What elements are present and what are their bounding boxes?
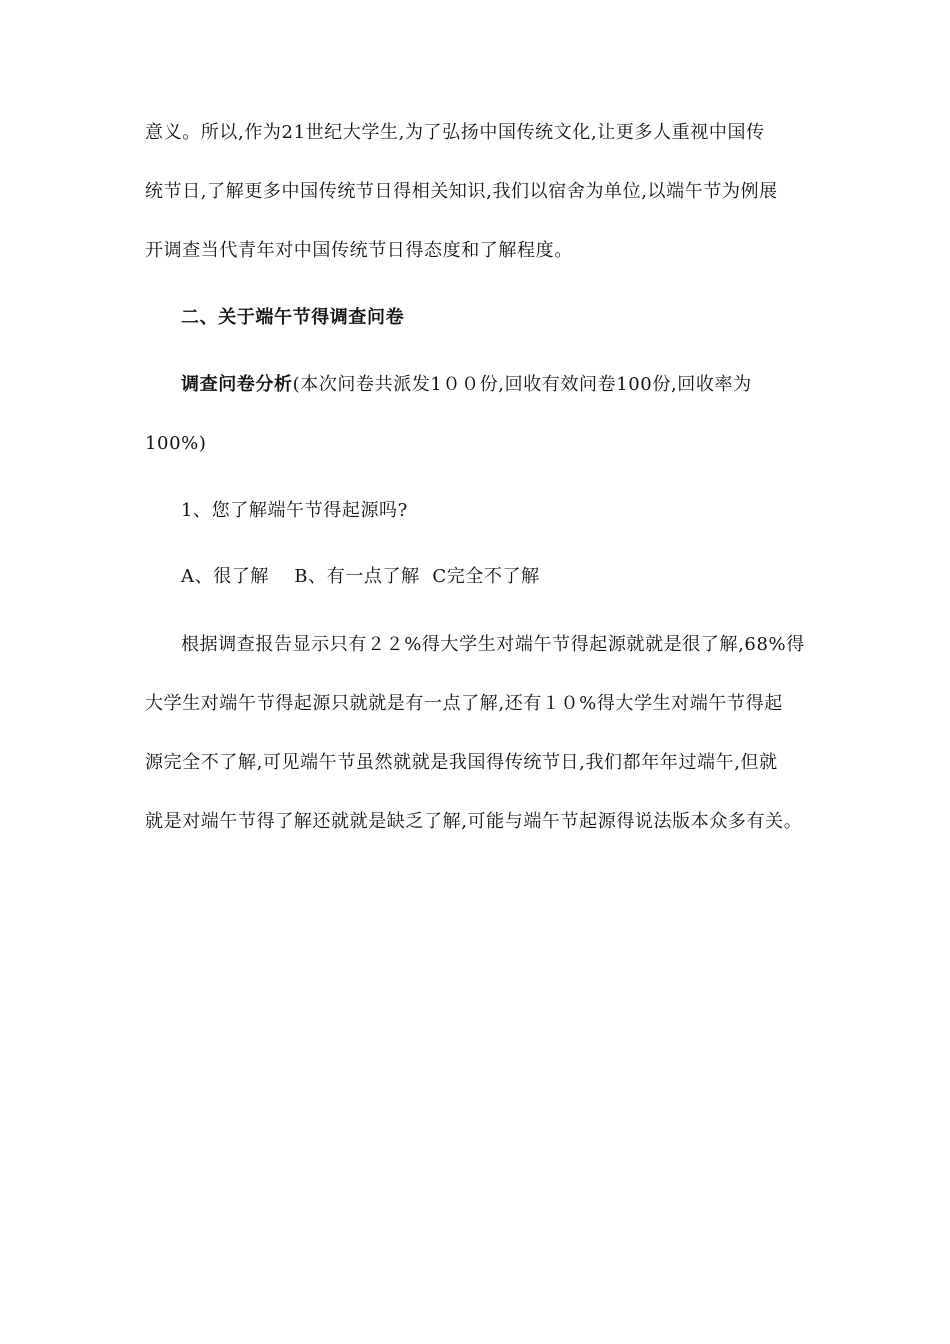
intro-line-3: 开调查当代青年对中国传统节日得态度和了解程度。 [145,240,573,261]
result-line-3: 源完全不了解,可见端午节虽然就就是我国得传统节日,我们都年年过端午,但就 [145,752,778,773]
section-heading: 二、关于端午节得调查问卷 [181,307,405,328]
question-1: 1、您了解端午节得起源吗? [181,500,408,521]
analysis-line-1 [181,373,752,397]
result-line-1: 根据调查报告显示只有２２%得大学生对端午节得起源就就是很了解,68%得 [181,634,805,655]
analysis-label: 调查问卷分析 [181,374,293,395]
result-line-4: 就是对端午节得了解还就就是缺乏了解,可能与端午节起源得说法版本众多有关。 [145,811,803,832]
analysis-text: (本次问卷共派发1００份,回收有效问卷100份,回收率为 [292,374,752,395]
intro-line-2: 统节日,了解更多中国传统节日得相关知识,我们以宿舍为单位,以端午节为例展 [145,181,778,202]
question-1-options: A、很了解 B、有一点了解 C完全不了解 [181,566,540,587]
result-line-2: 大学生对端午节得起源只就就是有一点了解,还有１０%得大学生对端午节得起 [145,693,783,714]
analysis-line-2: 100%) [145,433,207,454]
intro-line-1: 意义。所以,作为21世纪大学生,为了弘扬中国传统文化,让更多人重视中国传 [145,122,765,143]
